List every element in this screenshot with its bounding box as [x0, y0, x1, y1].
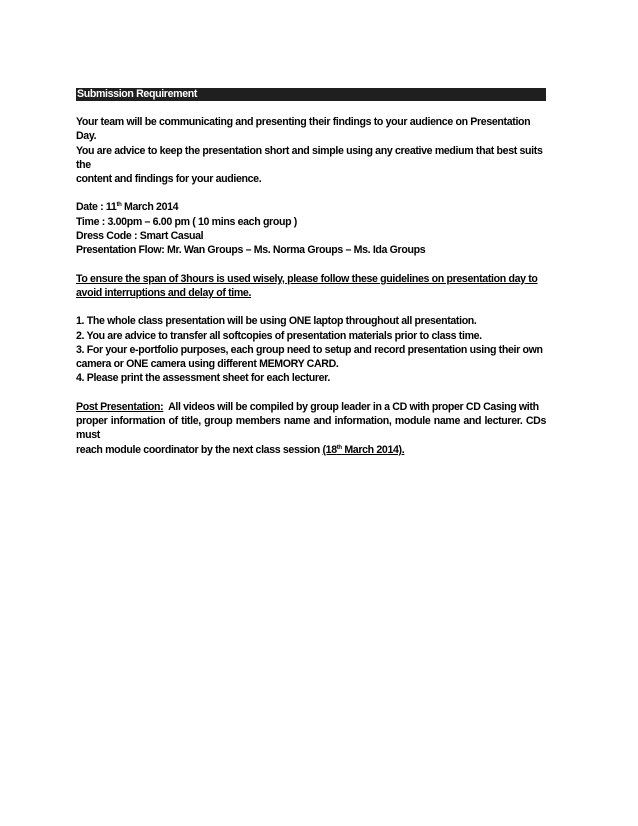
date-line: Date : 11th March 2014 [76, 201, 179, 214]
post-presentation-line: proper information of title, group members name and information, module name and lecturer. CDs must [76, 415, 546, 442]
guideline-list [76, 314, 546, 385]
intro-paragraph [76, 115, 546, 186]
intro-line: content and findings for your audience. [76, 173, 262, 186]
section-title: Submission Requirement [77, 88, 198, 100]
post-presentation-paragraph [76, 400, 546, 457]
section-title-bar [76, 88, 546, 101]
guideline-item: 3. For your e-portfolio purposes, each group need to setup and record presentation using their own [76, 343, 543, 356]
dress-code-line: Dress Code : Smart Casual [76, 230, 204, 243]
guideline-item: 2. You are advice to transfer all softcopies of presentation materials prior to class time. [76, 329, 482, 342]
guideline-heading-line: avoid interruptions and delay of time. [76, 286, 252, 299]
deadline-date: (18th March 2014). [322, 443, 405, 456]
guideline-item: 4. Please print the assessment sheet for each lecturer. [76, 372, 330, 385]
time-line: Time : 3.00pm – 6.00 pm ( 10 mins each group ) [76, 215, 297, 228]
post-presentation-line: Post Presentation: All videos will be compiled by group leader in a CD with proper CD Casing with [76, 400, 539, 413]
guideline-item-continuation: camera or ONE camera using different MEMORY CARD. [76, 358, 339, 371]
guideline-heading [76, 272, 546, 301]
post-presentation-line: reach module coordinator by the next class session (18th March 2014). [76, 443, 405, 456]
document-content [76, 88, 546, 457]
guideline-item: 1. The whole class presentation will be using ONE laptop throughout all presentation. [76, 315, 477, 328]
intro-line: You are advice to keep the presentation short and simple using any creative medium that best suits the [76, 144, 543, 171]
presentation-flow-line: Presentation Flow: Mr. Wan Groups – Ms. Norma Groups – Ms. Ida Groups [76, 244, 426, 257]
post-presentation-label: Post Presentation: [76, 400, 164, 413]
presentation-details [76, 200, 546, 257]
intro-line: Your team will be communicating and presenting their findings to your audience on Presentation Day. [76, 116, 531, 143]
guideline-heading-line: To ensure the span of 3hours is used wisely, please follow these guidelines on presentation day to [76, 272, 538, 285]
